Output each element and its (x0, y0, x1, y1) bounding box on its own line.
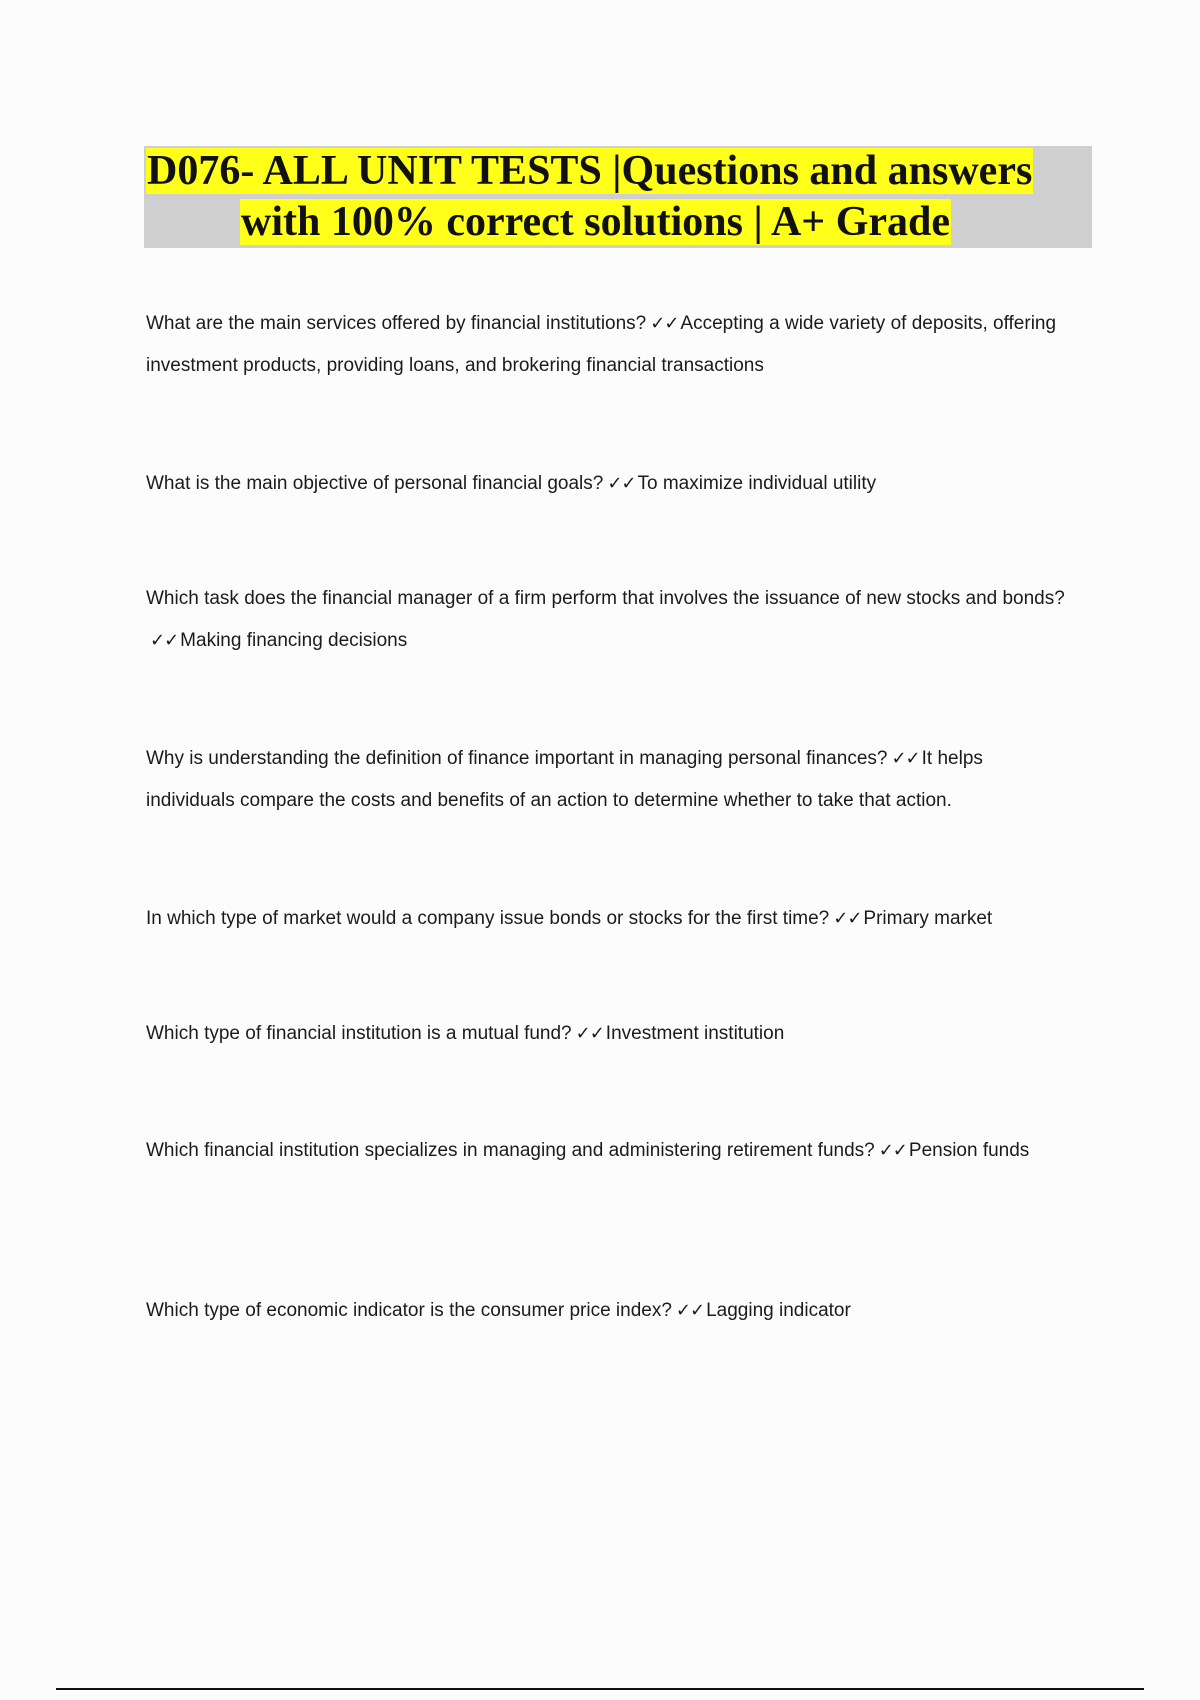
question-text: Which type of economic indicator is the consumer price index? (146, 1300, 672, 1321)
footer-divider (56, 1688, 1144, 1690)
double-check-icon: ✓✓ (675, 1300, 705, 1321)
double-check-icon: ✓✓ (833, 908, 862, 929)
qa-item (146, 303, 1066, 387)
question-text: Which task does the financial manager of a firm perform that involves the issuance of new stocks and bonds? (146, 588, 1065, 609)
answer-text: It helps individuals compare the costs and benefits of an action to determine whether to take that action. (146, 748, 983, 811)
question-text: Which type of financial institution is a mutual fund? (146, 1023, 572, 1044)
document-title-line-1 (146, 146, 1033, 196)
qa-item (146, 1130, 1066, 1172)
answer-text: Investment institution (605, 1023, 785, 1044)
double-check-icon: ✓✓ (650, 313, 679, 334)
question-text: Which financial institution specializes in managing and administering retirement funds? (146, 1140, 875, 1161)
qa-item (146, 1013, 1066, 1055)
double-check-icon: ✓✓ (150, 630, 179, 651)
double-check-icon: ✓✓ (607, 473, 636, 494)
double-check-icon: ✓✓ (878, 1140, 907, 1161)
qa-item (146, 463, 1066, 505)
qa-item (146, 898, 1066, 940)
answer-text: To maximize individual utility (637, 473, 877, 494)
question-text: In which type of market would a company issue bonds or stocks for the first time? (146, 908, 830, 929)
document-title-line-2 (240, 197, 951, 247)
qa-item (146, 1290, 1066, 1332)
answer-text: Making financing decisions (180, 630, 408, 651)
answer-text: Primary market (863, 908, 993, 929)
title-text-2: with 100% correct solutions | A+ Grade (241, 199, 951, 245)
double-check-icon: ✓✓ (575, 1023, 604, 1044)
answer-text: Lagging indicator (706, 1300, 851, 1321)
title-text-1: D076- ALL UNIT TESTS |Questions and answers (147, 148, 1033, 194)
question-text: What is the main objective of personal financial goals? (146, 473, 604, 494)
qa-item (146, 578, 1066, 662)
question-text: What are the main services offered by financial institutions? (146, 313, 647, 334)
answer-text: Accepting a wide variety of deposits, offering investment products, providing loans, and brokering financial transactions (146, 313, 1057, 376)
qa-item (146, 738, 1066, 822)
question-text: Why is understanding the definition of finance important in managing personal finances? (146, 748, 888, 769)
answer-text: Pension funds (908, 1140, 1030, 1161)
double-check-icon: ✓✓ (891, 748, 920, 769)
